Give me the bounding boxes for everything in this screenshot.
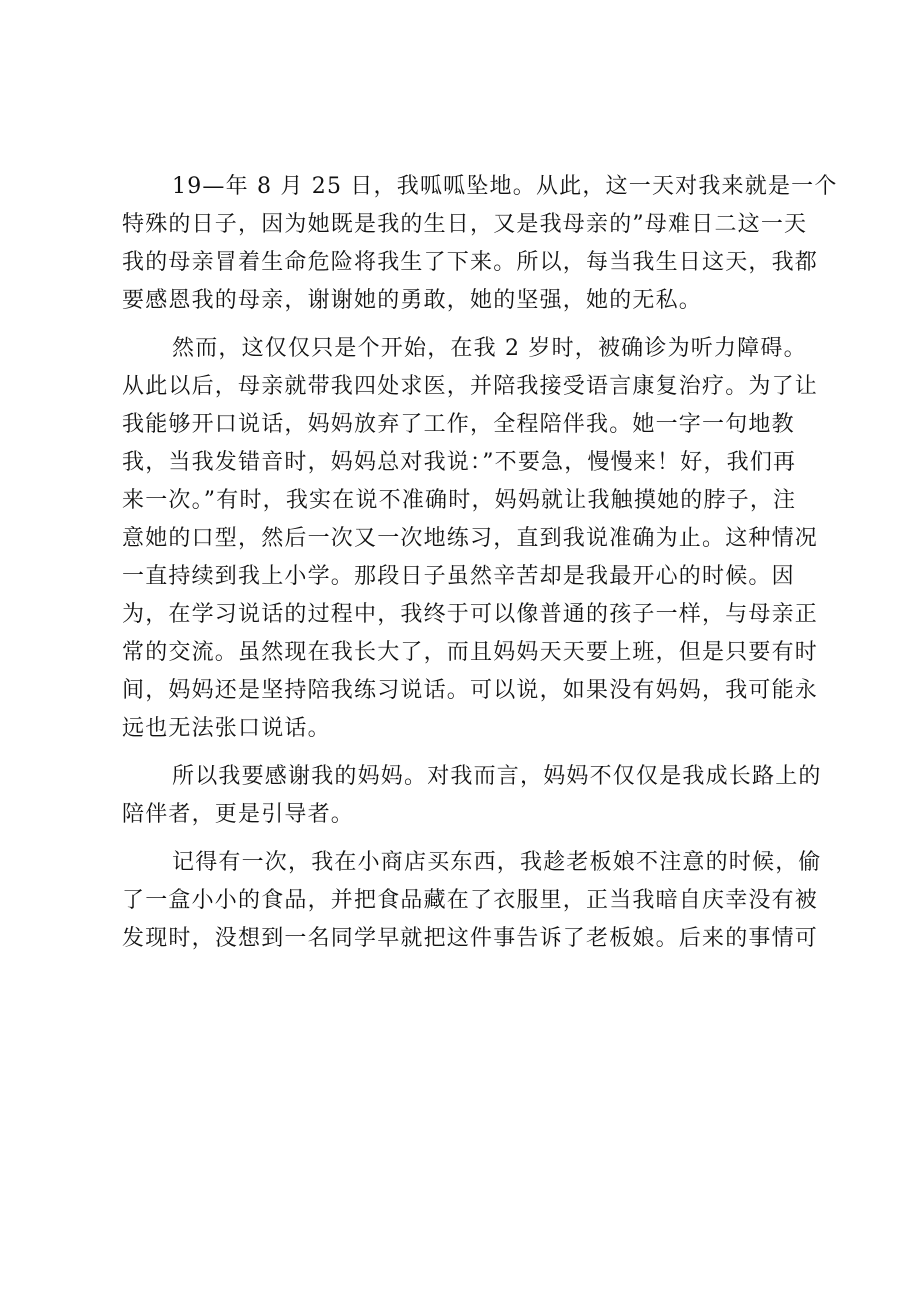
text-line: 发现时，没想到一名同学早就把这件事告诉了老板娘。后来的事情可 (122, 926, 819, 951)
text-line: 我的母亲冒着生命危险将我生了下来。所以，每当我生日这天，我都 (122, 250, 819, 275)
paragraph-1 (122, 168, 838, 320)
text-line: 一直持续到我上小学。那段日子虽然辛苦却是我最开心的时候。因 (122, 564, 795, 589)
text-line: 远也无法张口说话。 (122, 716, 331, 741)
text-line: 了一盒小小的食品，并把食品藏在了衣服里，正当我暗自庆幸没有被 (122, 888, 819, 913)
text-line: 间，妈妈还是坚持陪我练习说话。可以说，如果没有妈妈，我可能永 (122, 678, 819, 703)
paragraph-3 (122, 758, 822, 834)
text-line: 然而，这仅仅只是个开始，在我 2 岁时，被确诊为听力障碍。 (172, 336, 807, 361)
paragraph-4 (122, 844, 822, 958)
text-line: 要感恩我的母亲，谢谢她的勇敢，她的坚强，她的无私。 (122, 288, 703, 313)
paragraph-2 (122, 330, 822, 748)
text-line: 我能够开口说话，妈妈放弃了工作，全程陪伴我。她一字一句地教 (122, 412, 795, 437)
text-line: 从此以后，母亲就带我四处求医，并陪我接受语言康复治疗。为了让 (122, 374, 819, 399)
text-line: 记得有一次，我在小商店买东西，我趁老板娘不注意的时候，偷 (172, 850, 822, 875)
text-line: 我，当我发错音时，妈妈总对我说：”不要急，慢慢来！好，我们再 (122, 450, 797, 475)
document-body (122, 168, 838, 958)
text-line: 意她的口型，然后一次又一次地练习，直到我说准确为止。这种情况 (122, 526, 819, 551)
text-line: 常的交流。虽然现在我长大了，而且妈妈天天要上班，但是只要有时 (122, 640, 819, 665)
text-line: 所以我要感谢我的妈妈。对我而言，妈妈不仅仅是我成长路上的 (172, 764, 822, 789)
text-line: 19—年 8 月 25 日，我呱呱坠地。从此，这一天对我来就是一个 (172, 174, 838, 199)
text-line: 陪伴者，更是引导者。 (122, 802, 355, 827)
text-line: 来一次。”有时，我实在说不准确时，妈妈就让我触摸她的脖子，注 (122, 488, 797, 513)
text-line: 特殊的日子，因为她既是我的生日，又是我母亲的”母难日二这一天 (122, 212, 808, 237)
text-line: 为，在学习说话的过程中，我终于可以像普通的孩子一样，与母亲正 (122, 602, 819, 627)
